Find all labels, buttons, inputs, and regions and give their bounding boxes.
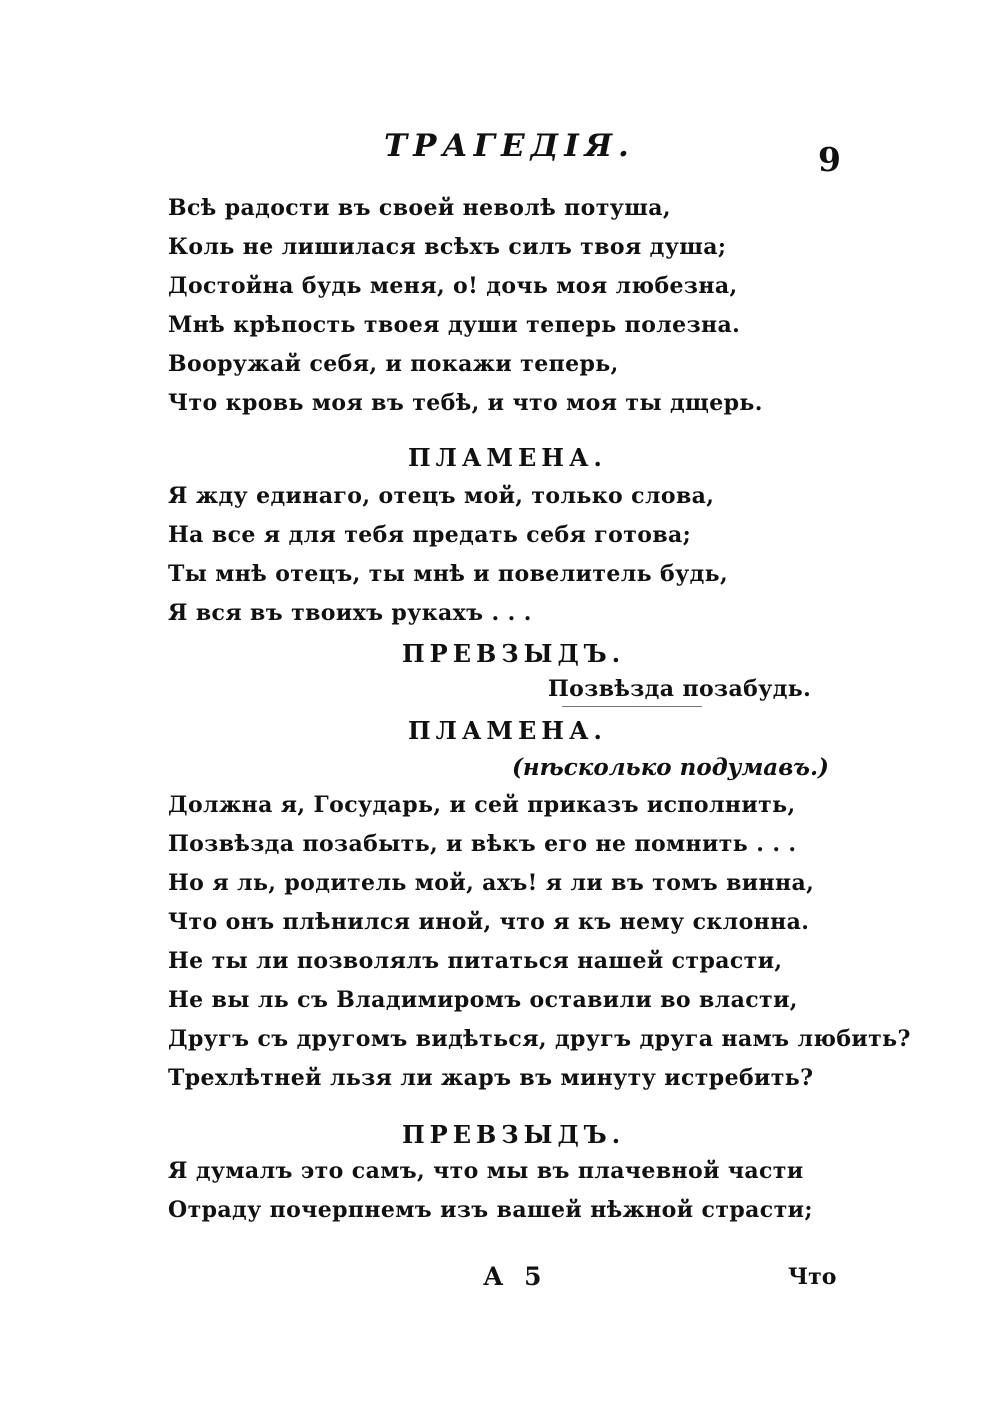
verse-line: Отраду почерпнемъ изъ вашей нѣжной страсти; [168, 1197, 813, 1223]
speaker-name: ПЛАМЕНА. [408, 716, 607, 745]
verse-line: Ты мнѣ отецъ, ты мнѣ и повелитель будь, [168, 561, 729, 587]
verse-line: Коль не лишилася всѣхъ силъ твоя душа; [168, 234, 727, 260]
verse-line: Мнѣ крѣпость твоея души теперь полезна. [168, 312, 741, 338]
verse-line: Всѣ радости въ своей неволѣ потуша, [168, 195, 671, 221]
stage-direction: (нѣсколько подумавъ.) [512, 754, 829, 781]
verse-line: Позвѣзда позабыть, и вѣкъ его не помнить . . . [168, 831, 797, 857]
verse-line: Не ты ли позволялъ питаться нашей страсти, [168, 948, 783, 974]
speaker-name: ПРЕВЗЫДЪ. [402, 639, 626, 668]
verse-line: Трехлѣтней льзя ли жаръ въ минуту истребить? [168, 1065, 814, 1091]
verse-line: Я вся въ твоихъ рукахъ . . . [168, 600, 532, 626]
speaker-name: ПЛАМЕНА. [408, 443, 607, 472]
verse-line: Позвѣзда позабудь. [548, 676, 812, 702]
page-number: 9 [818, 140, 841, 179]
verse-line: Но я ль, родитель мой, ахъ! я ли въ томъ винна, [168, 870, 815, 896]
verse-line: Не вы ль съ Владимиромъ оставили во власти, [168, 987, 798, 1013]
signature-mark: А 5 [483, 1262, 548, 1291]
verse-line: Что кровь моя въ тебѣ, и что моя ты дщерь. [168, 390, 763, 416]
verse-line: Что онъ плѣнился иной, что я къ нему склонна. [168, 909, 810, 935]
verse-line: Я думалъ это самъ, что мы въ плачевной части [168, 1158, 804, 1184]
speaker-name: ПРЕВЗЫДЪ. [402, 1120, 626, 1149]
verse-line: Я жду единаго, отецъ мой, только слова, [168, 483, 715, 509]
verse-line: Другъ съ другомъ видѣться, другъ друга намъ любить? [168, 1026, 911, 1052]
running-title: ТРАГЕДІЯ. [384, 128, 635, 164]
catchword: Что [788, 1264, 837, 1290]
verse-line: На все я для тебя предать себя готова; [168, 522, 692, 548]
verse-line: Должна я, Государь, и сей приказъ исполнить, [168, 792, 796, 818]
verse-line: Вооружай себя, и покажи теперь, [168, 351, 619, 377]
verse-line: Достойна будь меня, о! дочь моя любезна, [168, 273, 738, 299]
short-rule [562, 706, 702, 707]
